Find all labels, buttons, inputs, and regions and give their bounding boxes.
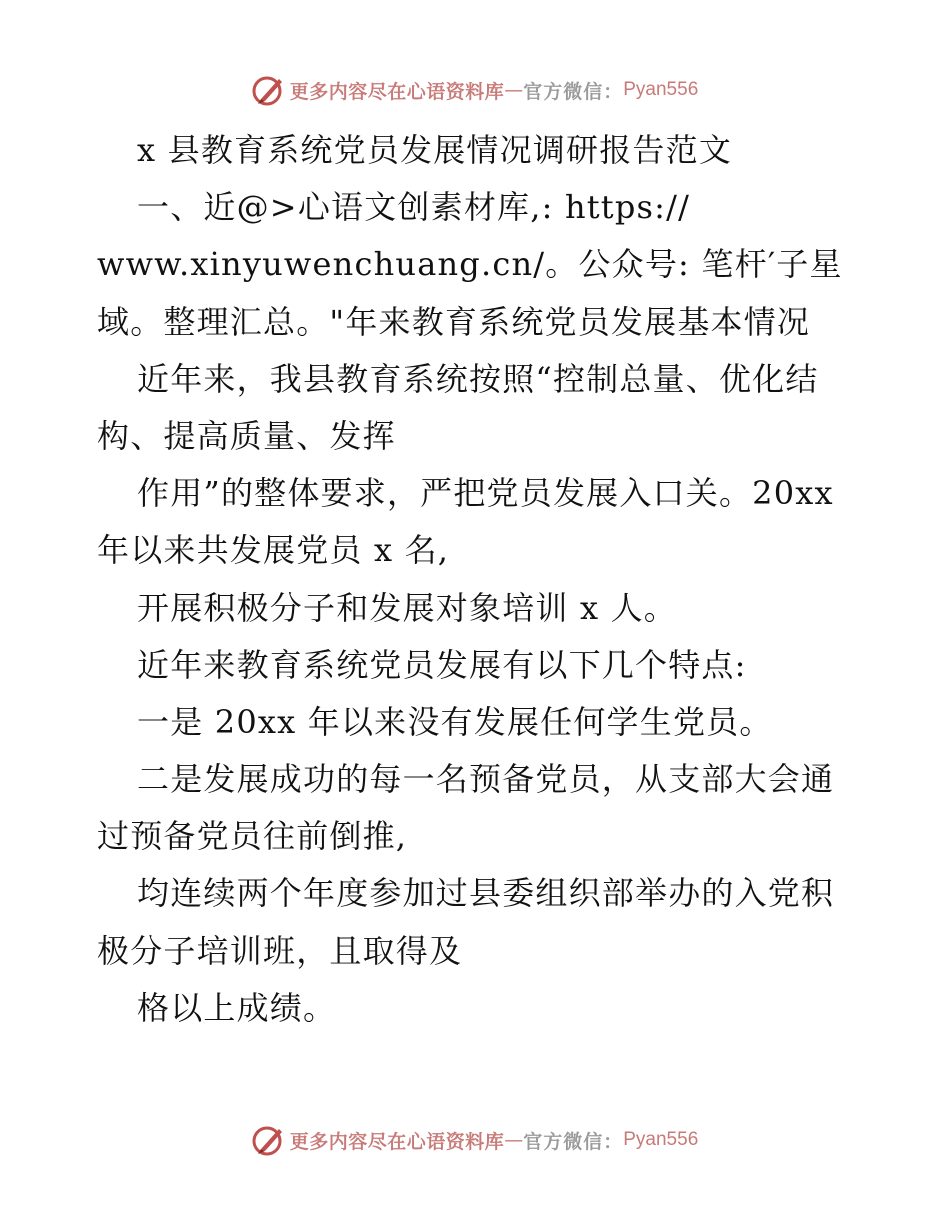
text-line: 域。整理汇总。"年来教育系统党员发展基本情况 (97, 302, 811, 341)
text-line: 近年来，我县教育系统按照“控制总量、优化结 (137, 359, 819, 398)
text-line: 格以上成绩。 (137, 988, 337, 1027)
banner-dash: — (504, 1129, 524, 1151)
text-line: 作用”的整体要求，严把党员发展入口关。20xx (137, 474, 834, 513)
text-line: 均连续两个年度参加过县委组织部举办的入党积 (137, 874, 835, 913)
banner-dash: — (504, 79, 524, 101)
banner-text: 更多内容尽在心语资料库 (289, 1130, 505, 1153)
text-line: 过预备党员往前倒推, (97, 817, 408, 856)
banner-wechat-id: Pyan556 (623, 79, 699, 100)
text-line: 开展积极分子和发展对象培训 x 人。 (137, 588, 677, 627)
quill-pen-logo-icon (252, 1123, 286, 1157)
document-title: x 县教育系统党员发展情况调研报告范文 (137, 131, 733, 169)
banner-wechat-label: 官方微信： (523, 80, 624, 103)
banner-text: 更多内容尽在心语资料库 (289, 80, 505, 103)
footer-banner (0, 1120, 950, 1160)
text-line: 二是发展成功的每一名预备党员，从支部大会通 (137, 760, 835, 799)
text-line: 一是 20xx 年以来没有发展任何学生党员。 (137, 702, 773, 741)
banner-wechat-label: 官方微信： (523, 1130, 624, 1153)
text-line: 一、近@>心语文创素材库,: https:// (137, 188, 691, 227)
text-line: 极分子培训班，且取得及 (97, 931, 463, 970)
header-banner (0, 70, 950, 110)
text-line: www.xinyuwenchuang.cn/。公众号: 笔杆′子星 (97, 245, 843, 284)
text-line: 构、提高质量、发挥 (97, 416, 396, 455)
text-line: 年以来共发展党员 x 名, (97, 531, 450, 570)
banner-wechat-id: Pyan556 (623, 1129, 699, 1150)
quill-pen-logo-icon (252, 73, 286, 107)
text-line: 近年来教育系统党员发展有以下几个特点: (137, 645, 747, 684)
document-body (97, 122, 857, 1037)
